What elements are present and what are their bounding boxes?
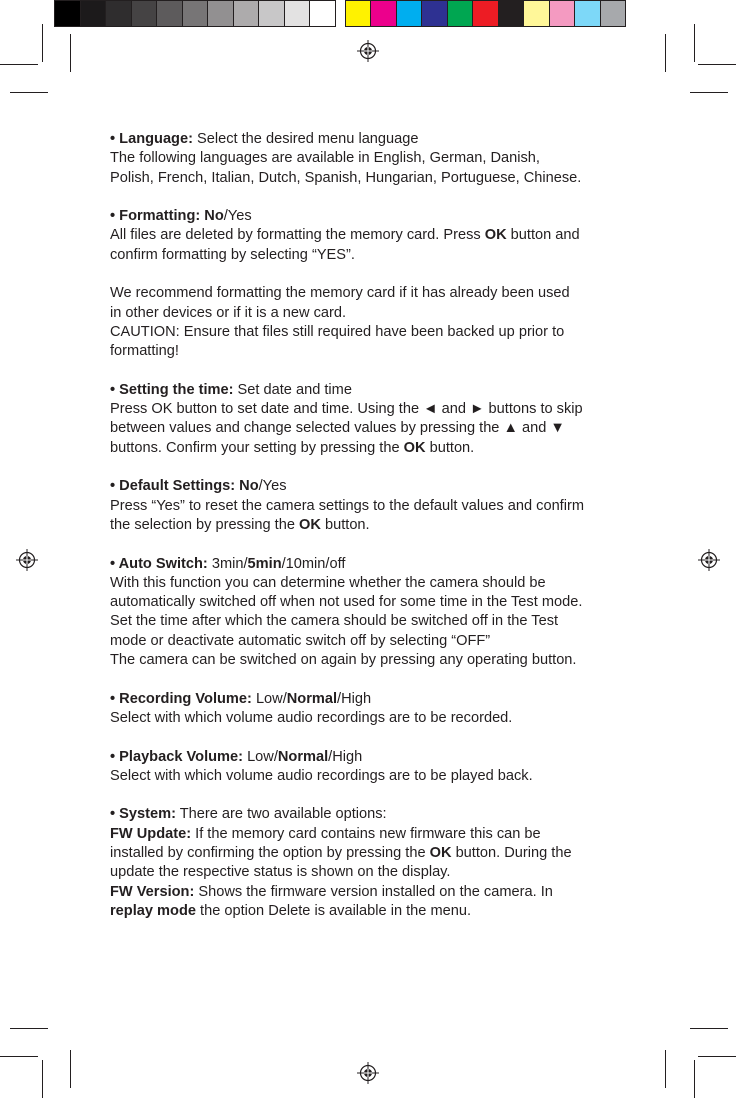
recording-volume-label: • Recording Volume:: [110, 690, 252, 707]
color-swatch: [258, 0, 285, 27]
fw-update-text: button. During the: [451, 844, 572, 861]
color-swatches: [346, 0, 627, 30]
color-swatch: [309, 0, 336, 27]
fw-update-text: installed by confirming the option by pressing the: [110, 844, 430, 861]
recording-volume-section: [110, 690, 640, 729]
registration-mark-icon: [16, 549, 38, 571]
color-swatch: [131, 0, 158, 27]
crop-mark: [690, 92, 728, 93]
formatting-text: All files are deleted by formatting the memory card. Press: [110, 227, 485, 244]
formatting-text: confirm formatting by selecting “YES”.: [110, 246, 355, 263]
auto-switch-line: Set the time after which the camera should be switched off in the Test: [110, 613, 559, 630]
registration-mark-icon: [698, 549, 720, 571]
fw-update-text: update the respective status is shown on the display.: [110, 864, 451, 881]
auto-switch-line: The camera can be switched on again by pressing any operating button.: [110, 652, 577, 669]
color-swatch: [284, 0, 311, 27]
auto-switch-line: With this function you can determine whether the camera should be: [110, 574, 546, 591]
color-swatch: [396, 0, 423, 27]
crop-mark: [690, 1028, 728, 1029]
color-swatch: [447, 0, 474, 27]
playback-volume-label: • Playback Volume:: [110, 748, 243, 765]
color-swatch: [207, 0, 234, 27]
language-section: [110, 130, 640, 188]
formatting-section: [110, 207, 640, 265]
playback-volume-option: Low/: [247, 748, 278, 765]
crop-mark: [698, 1056, 736, 1057]
grey-swatches: [55, 0, 336, 30]
formatting-options: /Yes: [223, 208, 252, 225]
fw-update-text: If the memory card contains new firmware this can be: [195, 825, 541, 842]
setting-time-text: button.: [425, 439, 475, 456]
playback-volume-default-option: Normal: [277, 748, 329, 765]
setting-time-value: Set date and time: [237, 381, 352, 398]
playback-volume-option: /High: [328, 748, 363, 765]
fw-version-label: FW Version:: [110, 883, 195, 900]
fw-version-text: the option Delete is available in the menu.: [200, 902, 472, 919]
playback-volume-section: [110, 748, 640, 787]
fw-update-label: FW Update:: [110, 825, 192, 842]
ok-keyword: OK: [299, 516, 321, 533]
color-swatch: [54, 0, 81, 27]
system-value: There are two available options:: [179, 806, 387, 823]
crop-mark: [694, 24, 695, 62]
auto-switch-option: /10min/off: [281, 555, 346, 572]
color-swatch: [523, 0, 550, 27]
recording-volume-line: Select with which volume audio recordings are to be recorded.: [110, 709, 513, 726]
formatting-label: • Formatting: No: [110, 208, 224, 225]
setting-time-section: [110, 381, 640, 458]
crop-mark: [10, 1028, 48, 1029]
formatting-recommendation: [110, 284, 640, 361]
crop-mark: [70, 1050, 71, 1088]
auto-switch-section: [110, 555, 640, 671]
crop-mark: [42, 1060, 43, 1098]
color-swatch: [345, 0, 372, 27]
system-label: • System:: [110, 806, 176, 823]
auto-switch-option: 3min/: [211, 555, 248, 572]
color-swatch: [549, 0, 576, 27]
fw-version-text: Shows the firmware version installed on the camera. In: [198, 883, 553, 900]
caution-line: formatting!: [110, 343, 179, 360]
color-swatch: [472, 0, 499, 27]
recommendation-line: in other devices or if it is a new card.: [110, 304, 347, 321]
default-settings-text: button.: [320, 516, 370, 533]
language-value: Select the desired menu language: [197, 131, 419, 147]
default-settings-line: Press “Yes” to reset the camera settings to the default values and confirm: [110, 497, 584, 514]
playback-volume-line: Select with which volume audio recordings are to be played back.: [110, 767, 533, 784]
crop-mark: [42, 24, 43, 62]
setting-time-line: Press OK button to set date and time. Using the ◄ and ► buttons to skip: [110, 401, 583, 418]
color-swatch: [233, 0, 260, 27]
crop-mark: [665, 34, 666, 72]
printer-color-bar: [55, 0, 626, 30]
language-line: Polish, French, Italian, Dutch, Spanish, Hungarian, Portuguese, Chinese.: [110, 169, 582, 186]
recording-volume-default-option: Normal: [286, 690, 338, 707]
crop-mark: [0, 64, 38, 65]
formatting-text: button and: [506, 227, 580, 244]
color-swatch: [156, 0, 183, 27]
color-swatch: [80, 0, 107, 27]
auto-switch-label: • Auto Switch:: [110, 555, 208, 572]
default-settings-text: the selection by pressing the: [110, 516, 300, 533]
color-swatch: [600, 0, 627, 27]
language-line: The following languages are available in English, German, Danish,: [110, 150, 540, 167]
color-swatch: [421, 0, 448, 27]
default-settings-options: /Yes: [258, 478, 287, 495]
ok-keyword: OK: [484, 227, 507, 244]
crop-mark: [698, 64, 736, 65]
color-swatch: [370, 0, 397, 27]
auto-switch-line: automatically switched off when not used for some time in the Test mode.: [110, 594, 583, 611]
manual-content: [110, 130, 640, 940]
default-settings-label: • Default Settings: No: [110, 478, 259, 495]
auto-switch-line: mode or deactivate automatic switch off by selecting “OFF”: [110, 632, 491, 649]
color-swatch: [498, 0, 525, 27]
crop-mark: [10, 92, 48, 93]
crop-mark: [694, 1060, 695, 1098]
replay-mode-keyword: replay mode: [110, 902, 196, 919]
auto-switch-default-option: 5min: [247, 555, 282, 572]
color-swatch: [182, 0, 209, 27]
crop-mark: [665, 1050, 666, 1088]
recording-volume-option: /High: [337, 690, 372, 707]
setting-time-line: between values and change selected values by pressing the ▲ and ▼: [110, 420, 565, 437]
color-swatch: [105, 0, 132, 27]
language-label: • Language:: [110, 131, 193, 147]
registration-mark-icon: [357, 1062, 379, 1084]
recommendation-line: We recommend formatting the memory card if it has already been used: [110, 285, 570, 302]
color-swatch: [574, 0, 601, 27]
default-settings-section: [110, 477, 640, 535]
crop-mark: [70, 34, 71, 72]
recording-volume-option: Low/: [255, 690, 287, 707]
system-section: [110, 805, 640, 921]
setting-time-label: • Setting the time:: [110, 381, 234, 398]
ok-keyword: OK: [429, 844, 452, 861]
crop-mark: [0, 1056, 38, 1057]
ok-keyword: OK: [403, 439, 426, 456]
setting-time-text: buttons. Confirm your setting by pressing the: [110, 439, 404, 456]
caution-line: CAUTION: Ensure that files still required have been backed up prior to: [110, 323, 565, 340]
registration-mark-icon: [357, 40, 379, 62]
